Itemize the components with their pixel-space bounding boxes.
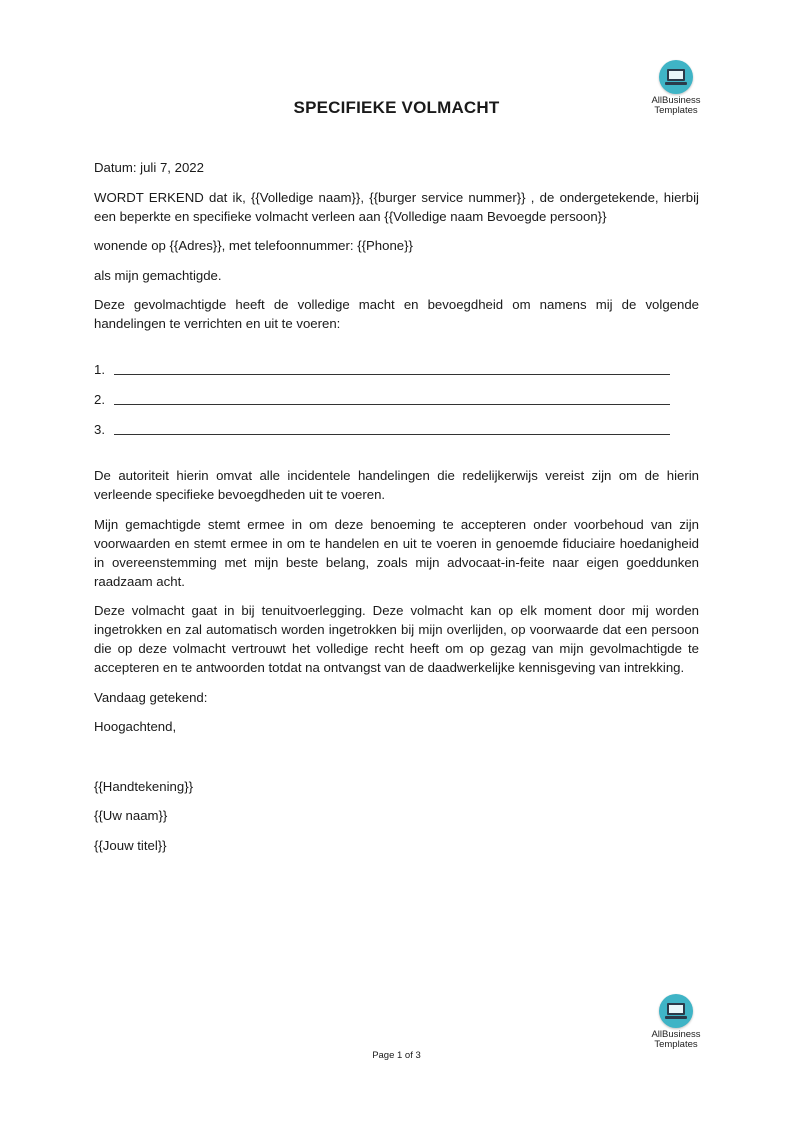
list-number: 3. xyxy=(94,422,105,437)
paragraph-closing: Hoogachtend, xyxy=(94,719,177,734)
title-placeholder: {{Jouw titel}} xyxy=(94,837,167,853)
list-item xyxy=(94,360,699,379)
allbusiness-logo-bottom xyxy=(631,994,721,1050)
paragraph-address: wonende op {{Adres}}, met telefoonnummer: {{Phone}} xyxy=(94,238,413,253)
logo-line-2: Templates xyxy=(654,105,698,116)
logo-line-2: Templates xyxy=(654,1039,698,1050)
page-number: Page 1 of 3 xyxy=(372,1050,421,1061)
blank-line xyxy=(114,420,670,435)
list-item xyxy=(94,420,699,439)
document-body xyxy=(94,158,699,865)
blank-line xyxy=(114,360,670,375)
logo-line-1: AllBusiness xyxy=(651,1029,701,1040)
list-number: 2. xyxy=(94,392,105,407)
paragraph-powers: Deze gevolmachtigde heeft de volledige macht en bevoegdheid om namens mij de volgende handelingen te verrichten en uit te voeren: xyxy=(94,297,699,331)
paragraph-consent: Mijn gemachtigde stemt ermee in om deze benoeming te accepteren onder voorbehoud van zijn voorwaarden en stemt ermee in om te handelen en uit te voeren in genoemde fiduciaire hoedanigheid in overeenstemming met mijn beste belang, zoals mijn advocaat-in-feite naar eigen goeddunken raadzaam acht. xyxy=(94,516,699,589)
date-line: Datum: juli 7, 2022 xyxy=(94,160,204,175)
blank-line xyxy=(114,390,670,405)
document-title: SPECIFIEKE VOLMACHT xyxy=(293,98,500,117)
list-number: 1. xyxy=(94,362,105,377)
list-item xyxy=(94,390,699,409)
laptop-icon xyxy=(659,60,693,94)
paragraph-agent: als mijn gemachtigde. xyxy=(94,267,222,283)
paragraph-authority: De autoriteit hierin omvat alle incidentele handelingen die redelijkerwijs vereist zijn om de hierin verleende specifieke bevoegdheden uit te voeren. xyxy=(94,468,699,502)
paragraph-acknowledgement: WORDT ERKEND dat ik, {{Volledige naam}}, {{burger service nummer}} , de ondergetekende, hierbij een beperkte en specifieke volmacht verleen aan {{Volledige naam Bevoegde persoon}} xyxy=(94,189,699,224)
laptop-icon xyxy=(659,994,693,1028)
name-placeholder: {{Uw naam}} xyxy=(94,808,168,823)
paragraph-effective: Deze volmacht gaat in bij tenuitvoerlegging. Deze volmacht kan op elk moment door mij worden ingetrokken en zal automatisch worden ingetrokken bij mijn overlijden, op voorwaarde dat een persoon die op deze volmacht vertrouwt het volledige recht heeft om op gezag van mijn gevolmachtigde te accepteren en te antwoorden totdat na ontvangst van de daadwerkelijke kennisgeving van intrekking. xyxy=(94,603,699,675)
logo-text xyxy=(631,1030,721,1050)
actions-list xyxy=(94,360,699,439)
signature-placeholder: {{Handtekening}} xyxy=(94,778,194,794)
paragraph-signed-today: Vandaag getekend: xyxy=(94,689,208,705)
logo-line-1: AllBusiness xyxy=(651,95,701,106)
